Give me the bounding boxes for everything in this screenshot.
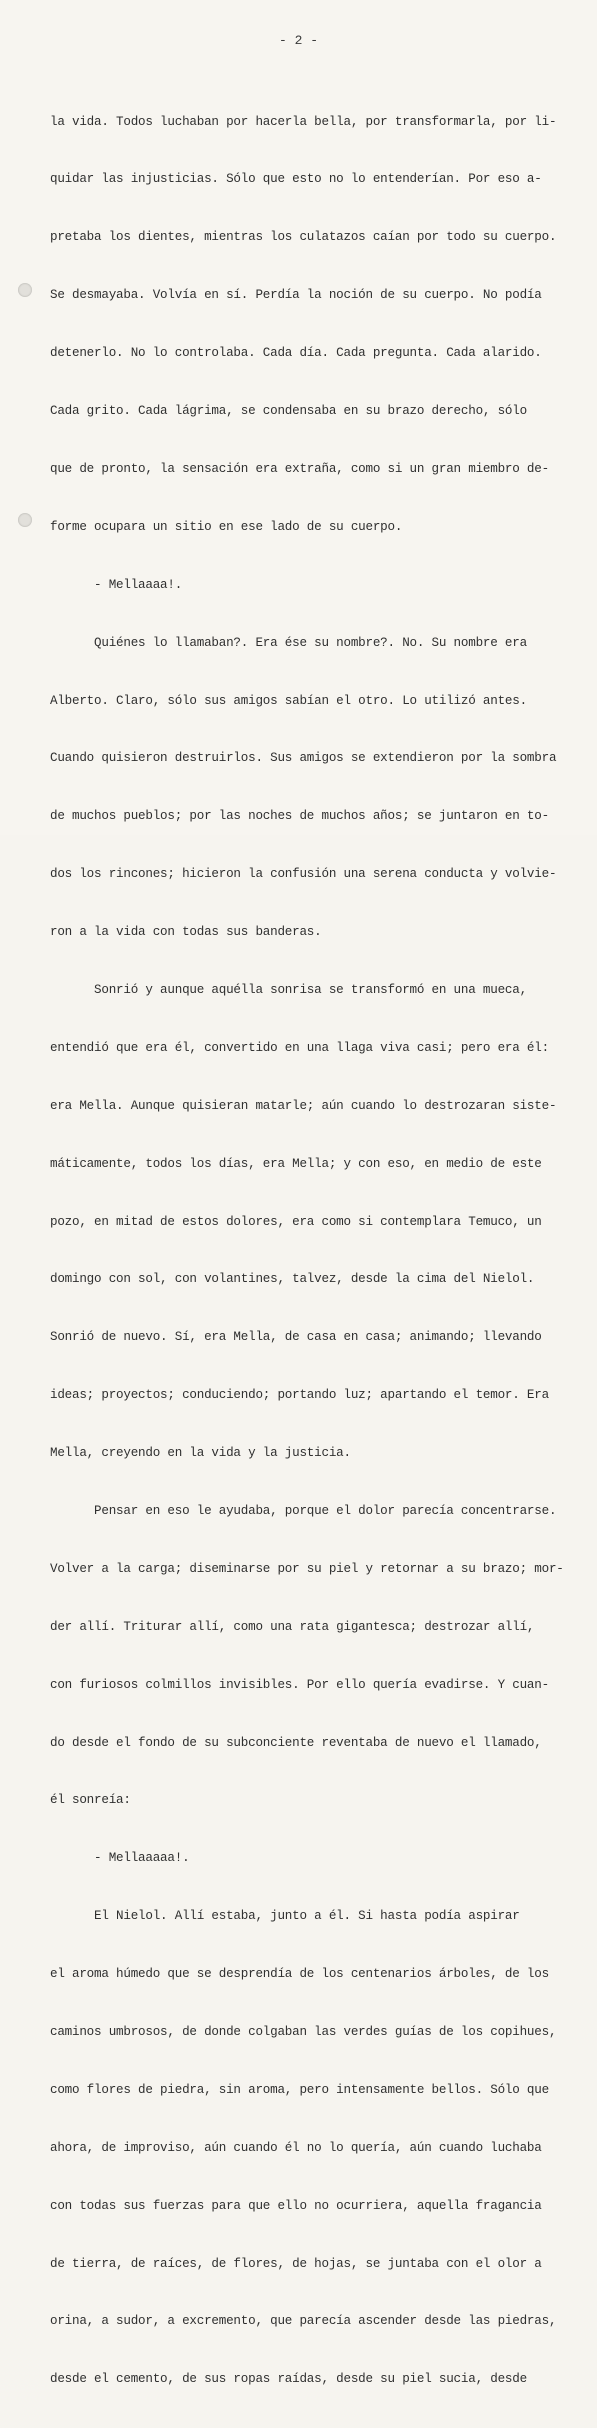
text-line: el aroma húmedo que se desprendía de los centenarios árboles, de los: [50, 1967, 549, 1982]
text-line: der allí. Triturar allí, como una rata gigantesca; destrozar allí,: [50, 1619, 535, 1634]
text-line: Sonrió y aunque aquélla sonrisa se transformó en una mueca,: [50, 982, 527, 997]
page-number: - 2 -: [278, 33, 318, 48]
text-line: quidar las injusticias. Sólo que esto no lo entenderían. Por eso a-: [50, 172, 542, 187]
text-line: con todas sus fuerzas para que ello no ocurriera, aquella fragancia: [50, 2198, 542, 2213]
typed-text-body: [50, 74, 580, 2428]
text-line: dos los rincones; hicieron la confusión una serena conducta y volvie-: [50, 867, 557, 882]
text-line: desde el cemento, de sus ropas raídas, desde su piel sucia, desde: [50, 2372, 527, 2387]
text-line: de tierra, de raíces, de flores, de hojas, se juntaba con el olor a: [50, 2256, 542, 2271]
text-line: pretaba los dientes, mientras los culatazos caían por todo su cuerpo.: [50, 230, 557, 245]
text-line: ahora, de improviso, aún cuando él no lo quería, aún cuando luchaba: [50, 2140, 542, 2155]
text-line: como flores de piedra, sin aroma, pero intensamente bellos. Sólo que: [50, 2082, 549, 2097]
text-line: El Nielol. Allí estaba, junto a él. Si hasta podía aspirar: [50, 1909, 520, 1924]
text-line: de muchos pueblos; por las noches de muchos años; se juntaron en to-: [50, 809, 549, 824]
text-line: Alberto. Claro, sólo sus amigos sabían el otro. Lo utilizó antes.: [50, 693, 527, 708]
text-line: ideas; proyectos; conduciendo; portando luz; apartando el temor. Era: [50, 1388, 549, 1403]
text-line: detenerlo. No lo controlaba. Cada día. Cada pregunta. Cada alarido.: [50, 346, 542, 361]
text-line: caminos umbrosos, de donde colgaban las verdes guías de los copihues,: [50, 2024, 557, 2039]
text-line: - Mellaaaa!.: [50, 577, 183, 592]
text-line: domingo con sol, con volantines, talvez, desde la cima del Nielol.: [50, 1272, 535, 1287]
text-line: pozo, en mitad de estos dolores, era como si contemplara Temuco, un: [50, 1214, 542, 1229]
text-line: que de pronto, la sensación era extraña, como si un gran miembro de-: [50, 461, 549, 476]
text-line: Cada grito. Cada lágrima, se condensaba en su brazo derecho, sólo: [50, 404, 527, 419]
binder-hole: [18, 283, 32, 297]
text-line: con furiosos colmillos invisibles. Por ello quería evadirse. Y cuan-: [50, 1677, 549, 1692]
text-line: él sonreía:: [50, 1793, 131, 1808]
text-line: Volver a la carga; diseminarse por su piel y retornar a su brazo; mor-: [50, 1561, 564, 1576]
text-line: ron a la vida con todas sus banderas.: [50, 925, 322, 940]
text-line: Quiénes lo llamaban?. Era ése su nombre?. No. Su nombre era: [50, 635, 527, 650]
text-line: la vida. Todos luchaban por hacerla bella, por transformarla, por li-: [50, 114, 557, 129]
text-line: - Mellaaaaa!.: [50, 1851, 190, 1866]
text-line: máticamente, todos los días, era Mella; y con eso, en medio de este: [50, 1156, 542, 1171]
text-line: Se desmayaba. Volvía en sí. Perdía la noción de su cuerpo. No podía: [50, 288, 542, 303]
text-line: Mella, creyendo en la vida y la justicia.: [50, 1446, 351, 1461]
text-line: Pensar en eso le ayudaba, porque el dolor parecía concentrarse.: [50, 1503, 557, 1518]
text-line: do desde el fondo de su subconciente reventaba de nuevo el llamado,: [50, 1735, 542, 1750]
text-line: orina, a sudor, a excremento, que parecía ascender desde las piedras,: [50, 2314, 557, 2329]
text-line: entendió que era él, convertido en una llaga viva casi; pero era él:: [50, 1040, 549, 1055]
text-line: Cuando quisieron destruirlos. Sus amigos se extendieron por la sombra: [50, 751, 557, 766]
text-line: era Mella. Aunque quisieran matarle; aún cuando lo destrozaran siste-: [50, 1098, 557, 1113]
text-line: Sonrió de nuevo. Sí, era Mella, de casa en casa; animando; llevando: [50, 1330, 542, 1345]
text-line: forme ocupara un sitio en ese lado de su cuerpo.: [50, 519, 403, 534]
binder-hole: [18, 513, 32, 527]
